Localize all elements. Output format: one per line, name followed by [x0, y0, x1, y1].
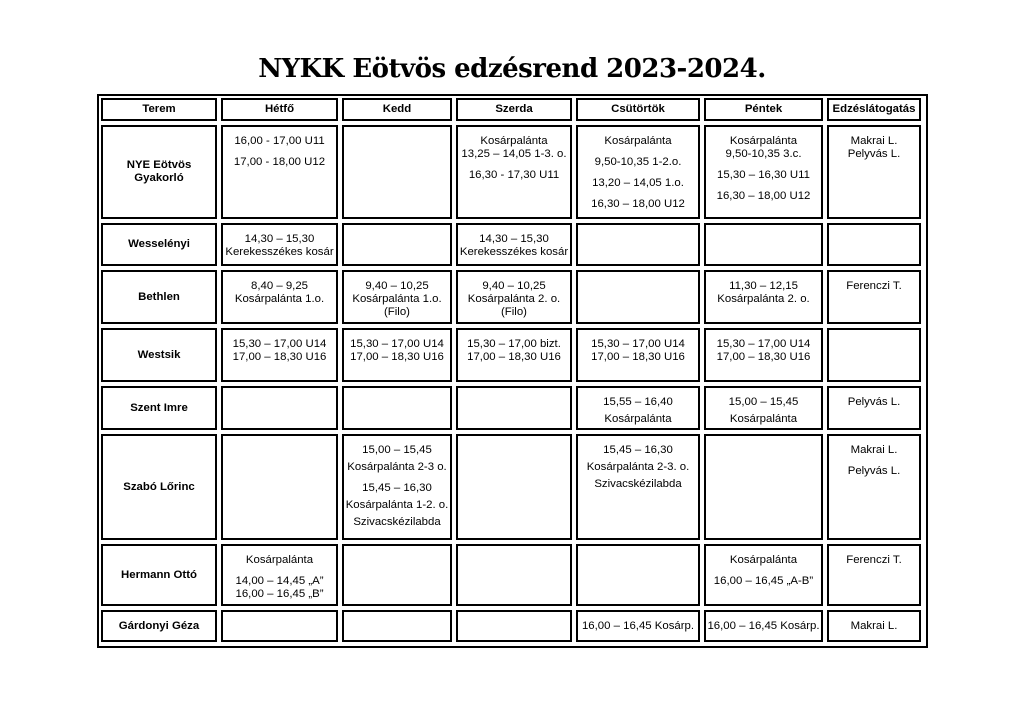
schedule-entry: 15,30 – 17,00 bizt.: [467, 338, 561, 350]
schedule-entry: 16,00 – 16,45 „B”: [235, 588, 324, 600]
schedule-entry: 15,30 – 17,00 U14: [591, 338, 685, 350]
schedule-entry: Kosárpalánta 2-3 o.: [347, 461, 447, 473]
schedule-entry: 17,00 – 18,30 U16: [716, 351, 811, 363]
schedule-entry: 11,30 – 12,15: [729, 280, 798, 292]
schedule-cell: [827, 223, 921, 266]
schedule-entry: Kerekesszékes kosár: [225, 246, 334, 258]
room-cell: [101, 434, 217, 540]
schedule-entry: Kosárpalánta 1-2. o.: [345, 499, 449, 511]
schedule-entry: Kosárpalánta 1.o.: [352, 293, 442, 305]
schedule-entry: Pelyvás L.: [847, 148, 901, 160]
schedule-entry: 16,00 – 16,45 Kosárp.: [707, 620, 820, 632]
schedule-cell: [342, 328, 452, 382]
schedule-cell: [342, 223, 452, 266]
schedule-table: [97, 94, 928, 648]
schedule-entry: (Filo): [384, 306, 410, 318]
schedule-entry: Szivacskézilabda: [594, 478, 682, 490]
schedule-entry: 17,00 – 18,30 U16: [232, 351, 327, 363]
schedule-cell: [342, 544, 452, 606]
schedule-entry: Ferenczi T.: [846, 554, 902, 566]
schedule-entry: 16,30 – 18,00 U12: [716, 190, 811, 202]
schedule-entry: Kosárpalánta 2. o.: [467, 293, 561, 305]
schedule-cell: [827, 434, 921, 540]
schedule-cell: [456, 386, 572, 430]
schedule-cell: [456, 434, 572, 540]
schedule-entry: 16,00 – 16,45 Kosárp.: [581, 620, 695, 632]
header-terem: Terem: [101, 98, 217, 121]
schedule-entry: Kosárpalánta: [729, 135, 798, 147]
schedule-entry: 15,55 – 16,40: [603, 396, 673, 408]
header-kedd: Kedd: [342, 98, 452, 121]
room-name: Gyakorló: [134, 172, 184, 184]
schedule-entry: 13,20 – 14,05 1.o.: [592, 177, 684, 189]
schedule-cell: [704, 223, 823, 266]
schedule-entry: Kosárpalánta 1.o.: [234, 293, 325, 305]
schedule-cell: [342, 434, 452, 540]
schedule-entry: Pelyvás L.: [847, 465, 901, 477]
schedule-cell: [221, 328, 338, 382]
header-csutortok: Csütörtök: [576, 98, 700, 121]
room-cell: [101, 223, 217, 266]
schedule-cell: [827, 125, 921, 219]
room-cell: [101, 544, 217, 606]
schedule-entry: 16,00 - 17,00 U11: [234, 135, 325, 147]
schedule-entry: 16,30 - 17,30 U11: [468, 169, 560, 181]
room-name: Szabó Lőrinc: [123, 480, 195, 493]
room-name: Hermann Ottó: [121, 568, 197, 581]
schedule-cell: [704, 610, 823, 642]
schedule-cell: [221, 386, 338, 430]
schedule-entry: 15,00 – 15,45: [728, 396, 799, 408]
schedule-entry: Kosárpalánta 2-3. o.: [586, 461, 690, 473]
schedule-entry: Ferenczi T.: [846, 280, 902, 292]
header-hetfo: Hétfő: [221, 98, 338, 121]
schedule-entry: 9,40 – 10,25: [365, 280, 429, 292]
schedule-cell: [342, 125, 452, 219]
schedule-entry: 17,00 – 18,30 U16: [467, 351, 561, 363]
schedule-cell: [576, 270, 700, 324]
schedule-entry: 16,00 – 16,45 „A-B”: [713, 575, 814, 587]
header-pentek: Péntek: [704, 98, 823, 121]
room-name: Bethlen: [138, 290, 180, 303]
schedule-entry: Pelyvás L.: [847, 396, 901, 408]
schedule-entry: 14,00 – 14,45 „A”: [235, 575, 324, 587]
schedule-cell: [221, 270, 338, 324]
schedule-entry: 8,40 – 9,25: [250, 280, 308, 292]
schedule-cell: [456, 544, 572, 606]
room-name: Gárdonyi Géza: [118, 619, 200, 632]
room-name: Szent Imre: [130, 401, 188, 414]
schedule-entry: 15,45 – 16,30: [362, 482, 432, 494]
schedule-entry: 15,45 – 16,30: [603, 444, 673, 456]
schedule-entry: Szivacskézilabda: [353, 516, 441, 528]
schedule-cell: [576, 434, 700, 540]
schedule-entry: 13,25 – 14,05 1-3. o.: [461, 148, 567, 160]
schedule-cell: [342, 386, 452, 430]
schedule-entry: Kosárpalánta 2. o.: [717, 293, 810, 305]
schedule-entry: 15,30 – 17,00 U14: [232, 338, 327, 350]
schedule-cell: [456, 223, 572, 266]
room-cell: [101, 125, 217, 219]
schedule-entry: Makrai L.: [850, 620, 898, 632]
schedule-entry: (Filo): [501, 306, 527, 318]
schedule-cell: [827, 610, 921, 642]
schedule-cell: [576, 610, 700, 642]
schedule-cell: [456, 328, 572, 382]
page-title: NYKK Eötvös edzésrend 2023-2024.: [258, 54, 766, 84]
schedule-cell: [221, 125, 338, 219]
schedule-entry: 15,30 – 17,00 U14: [350, 338, 444, 350]
schedule-entry: 16,30 – 18,00 U12: [591, 198, 685, 210]
schedule-cell: [456, 610, 572, 642]
schedule-entry: Makrai L.: [850, 135, 898, 147]
schedule-entry: 9,40 – 10,25: [482, 280, 546, 292]
schedule-cell: [704, 386, 823, 430]
schedule-entry: 17,00 - 18,00 U12: [233, 156, 326, 168]
schedule-cell: [704, 328, 823, 382]
schedule-cell: [221, 434, 338, 540]
schedule-entry: Kosárpalánta: [729, 413, 798, 425]
room-name: Wesselényi: [128, 238, 190, 250]
room-name: Westsik: [137, 348, 181, 361]
header-edzeslatogatas: Edzéslátogatás: [827, 98, 921, 121]
schedule-entry: Kerekesszékes kosár: [459, 246, 569, 258]
schedule-cell: [342, 610, 452, 642]
schedule-cell: [576, 125, 700, 219]
schedule-cell: [221, 544, 338, 606]
schedule-cell: [576, 328, 700, 382]
schedule-cell: [576, 544, 700, 606]
room-name: NYE Eötvös: [126, 159, 192, 171]
schedule-cell: [704, 434, 823, 540]
schedule-entry: 14,30 – 15,30: [479, 233, 549, 245]
schedule-entry: 15,30 – 17,00 U14: [716, 338, 811, 350]
schedule-cell: [576, 223, 700, 266]
schedule-cell: [827, 544, 921, 606]
schedule-cell: [704, 125, 823, 219]
room-cell: [101, 386, 217, 430]
room-cell: [101, 328, 217, 382]
schedule-cell: [704, 544, 823, 606]
schedule-cell: [827, 270, 921, 324]
schedule-entry: 14,30 – 15,30: [244, 233, 315, 245]
room-cell: [101, 270, 217, 324]
schedule-cell: [704, 270, 823, 324]
schedule-entry: Makrai L.: [850, 444, 898, 456]
schedule-entry: Kosárpalánta: [604, 135, 672, 147]
schedule-entry: 15,00 – 15,45: [362, 444, 432, 456]
schedule-cell: [221, 223, 338, 266]
schedule-cell: [576, 386, 700, 430]
schedule-entry: Kosárpalánta: [245, 554, 314, 566]
schedule-cell: [827, 328, 921, 382]
schedule-entry: 9,50-10,35 1-2.o.: [594, 156, 682, 168]
schedule-entry: Kosárpalánta: [604, 413, 672, 425]
schedule-entry: 17,00 – 18,30 U16: [591, 351, 685, 363]
schedule-cell: [221, 610, 338, 642]
schedule-cell: [827, 386, 921, 430]
schedule-entry: Kosárpalánta: [480, 135, 548, 147]
schedule-cell: [342, 270, 452, 324]
schedule-entry: 15,30 – 16,30 U11: [717, 169, 810, 181]
header-szerda: Szerda: [456, 98, 572, 121]
schedule-cell: [456, 125, 572, 219]
schedule-entry: 17,00 – 18,30 U16: [350, 351, 444, 363]
room-cell: [101, 610, 217, 642]
schedule-entry: Kosárpalánta: [729, 554, 798, 566]
schedule-entry: 9,50-10,35 3.c.: [725, 148, 802, 160]
schedule-cell: [456, 270, 572, 324]
